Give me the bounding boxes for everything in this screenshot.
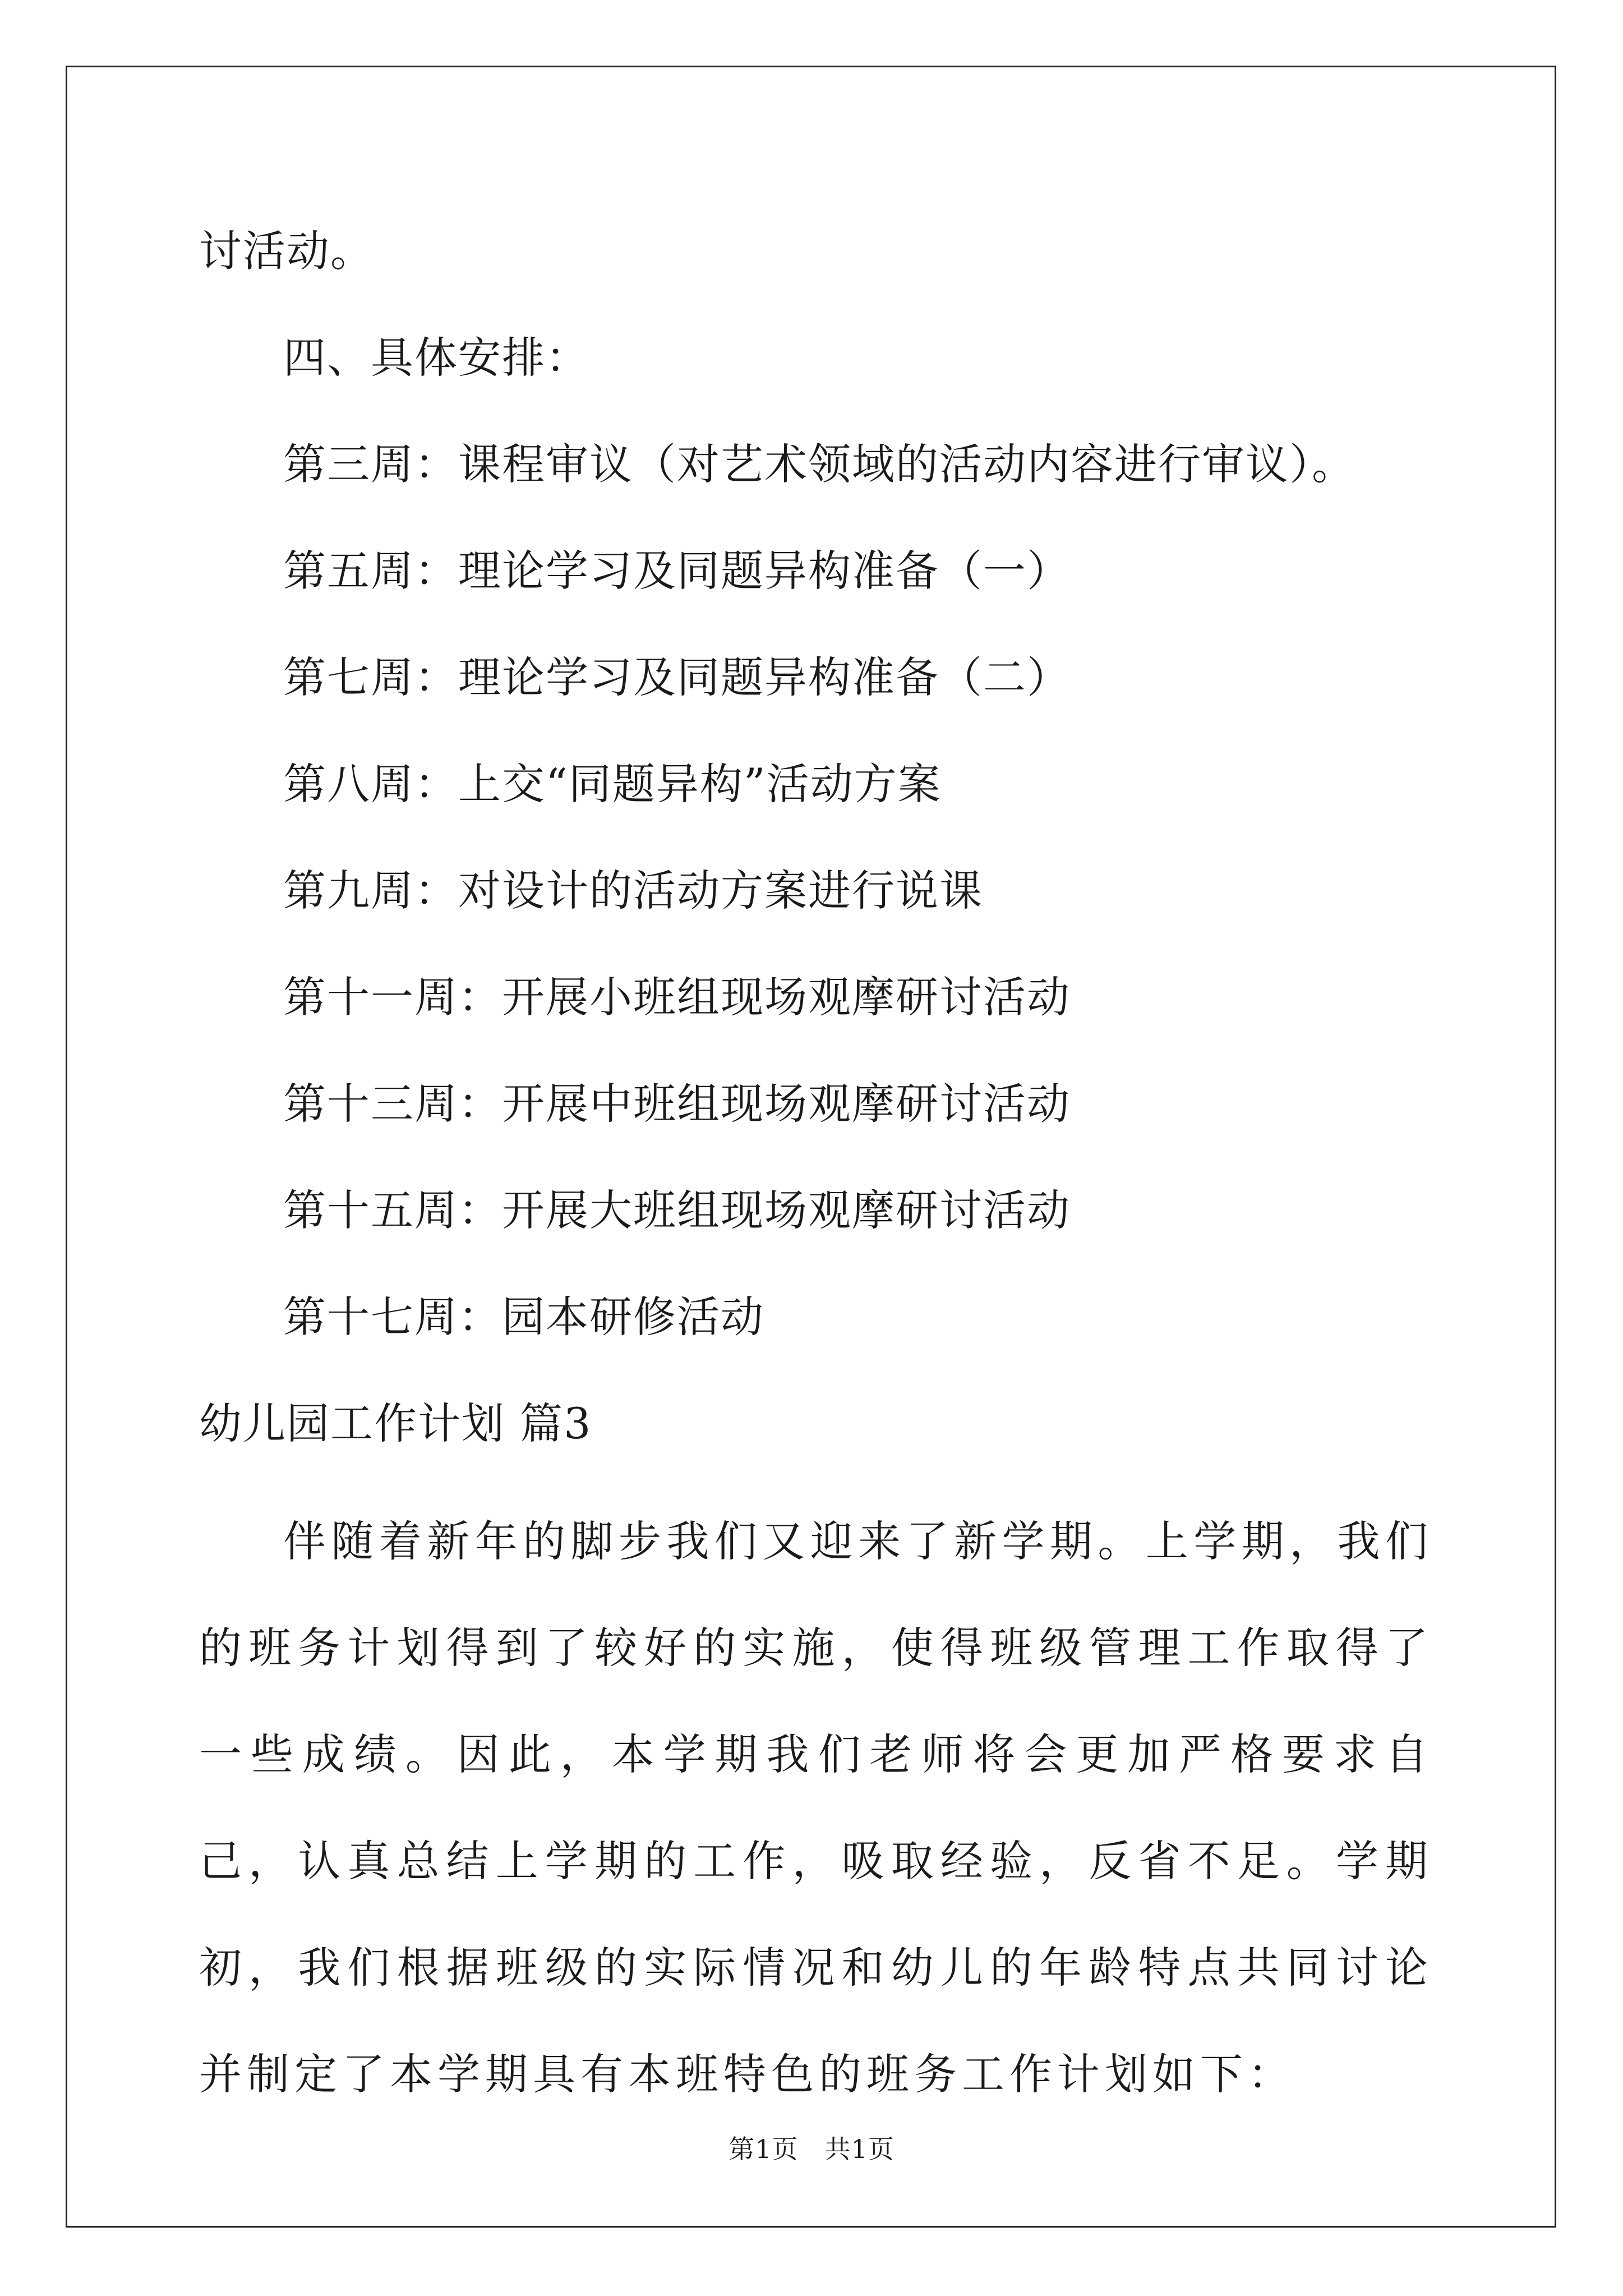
schedule-item: 第八周：上交“同题异构”活动方案 bbox=[283, 759, 942, 809]
schedule-item: 第十三周：开展中班组现场观摩研讨活动 bbox=[283, 1079, 1071, 1129]
schedule-item: 第九周：对设计的活动方案进行说课 bbox=[283, 866, 983, 915]
section-heading: 幼儿园工作计划 篇3 bbox=[199, 1398, 592, 1448]
schedule-item: 第七周：理论学习及同题异构准备（二） bbox=[283, 652, 1071, 702]
schedule-item: 第五周：理论学习及同题异构准备（一） bbox=[283, 546, 1071, 596]
body-paragraph bbox=[199, 1488, 1433, 2128]
paragraph-text: 伴随着新年的脚步我们又迎来了新学期。上学期，我们的班务计划得到了较好的实施，使得班级管理工作取得了一些成绩。因此，本学期我们老师将会更加严格要求自己，认真总结上学期的工作，吸取经验，反省不足。学期初，我们根据班级的实际情况和幼儿的年龄特点共同讨论并制定了本学期具有本班特色的班务工作计划如下： bbox=[199, 1516, 1433, 2099]
schedule-item: 第十一周：开展小班组现场观摩研讨活动 bbox=[283, 972, 1071, 1022]
schedule-item: 第十五周：开展大班组现场观摩研讨活动 bbox=[283, 1185, 1071, 1235]
text-line-continuation: 讨活动。 bbox=[199, 226, 374, 276]
schedule-item: 第十七周：园本研修活动 bbox=[283, 1292, 764, 1342]
schedule-item: 第三周：课程审议（对艺术领域的活动内容进行审议）。 bbox=[283, 439, 1355, 489]
page-footer: 第1页 共1页 bbox=[728, 2134, 895, 2164]
section-subheading: 四、具体安排： bbox=[283, 333, 589, 383]
